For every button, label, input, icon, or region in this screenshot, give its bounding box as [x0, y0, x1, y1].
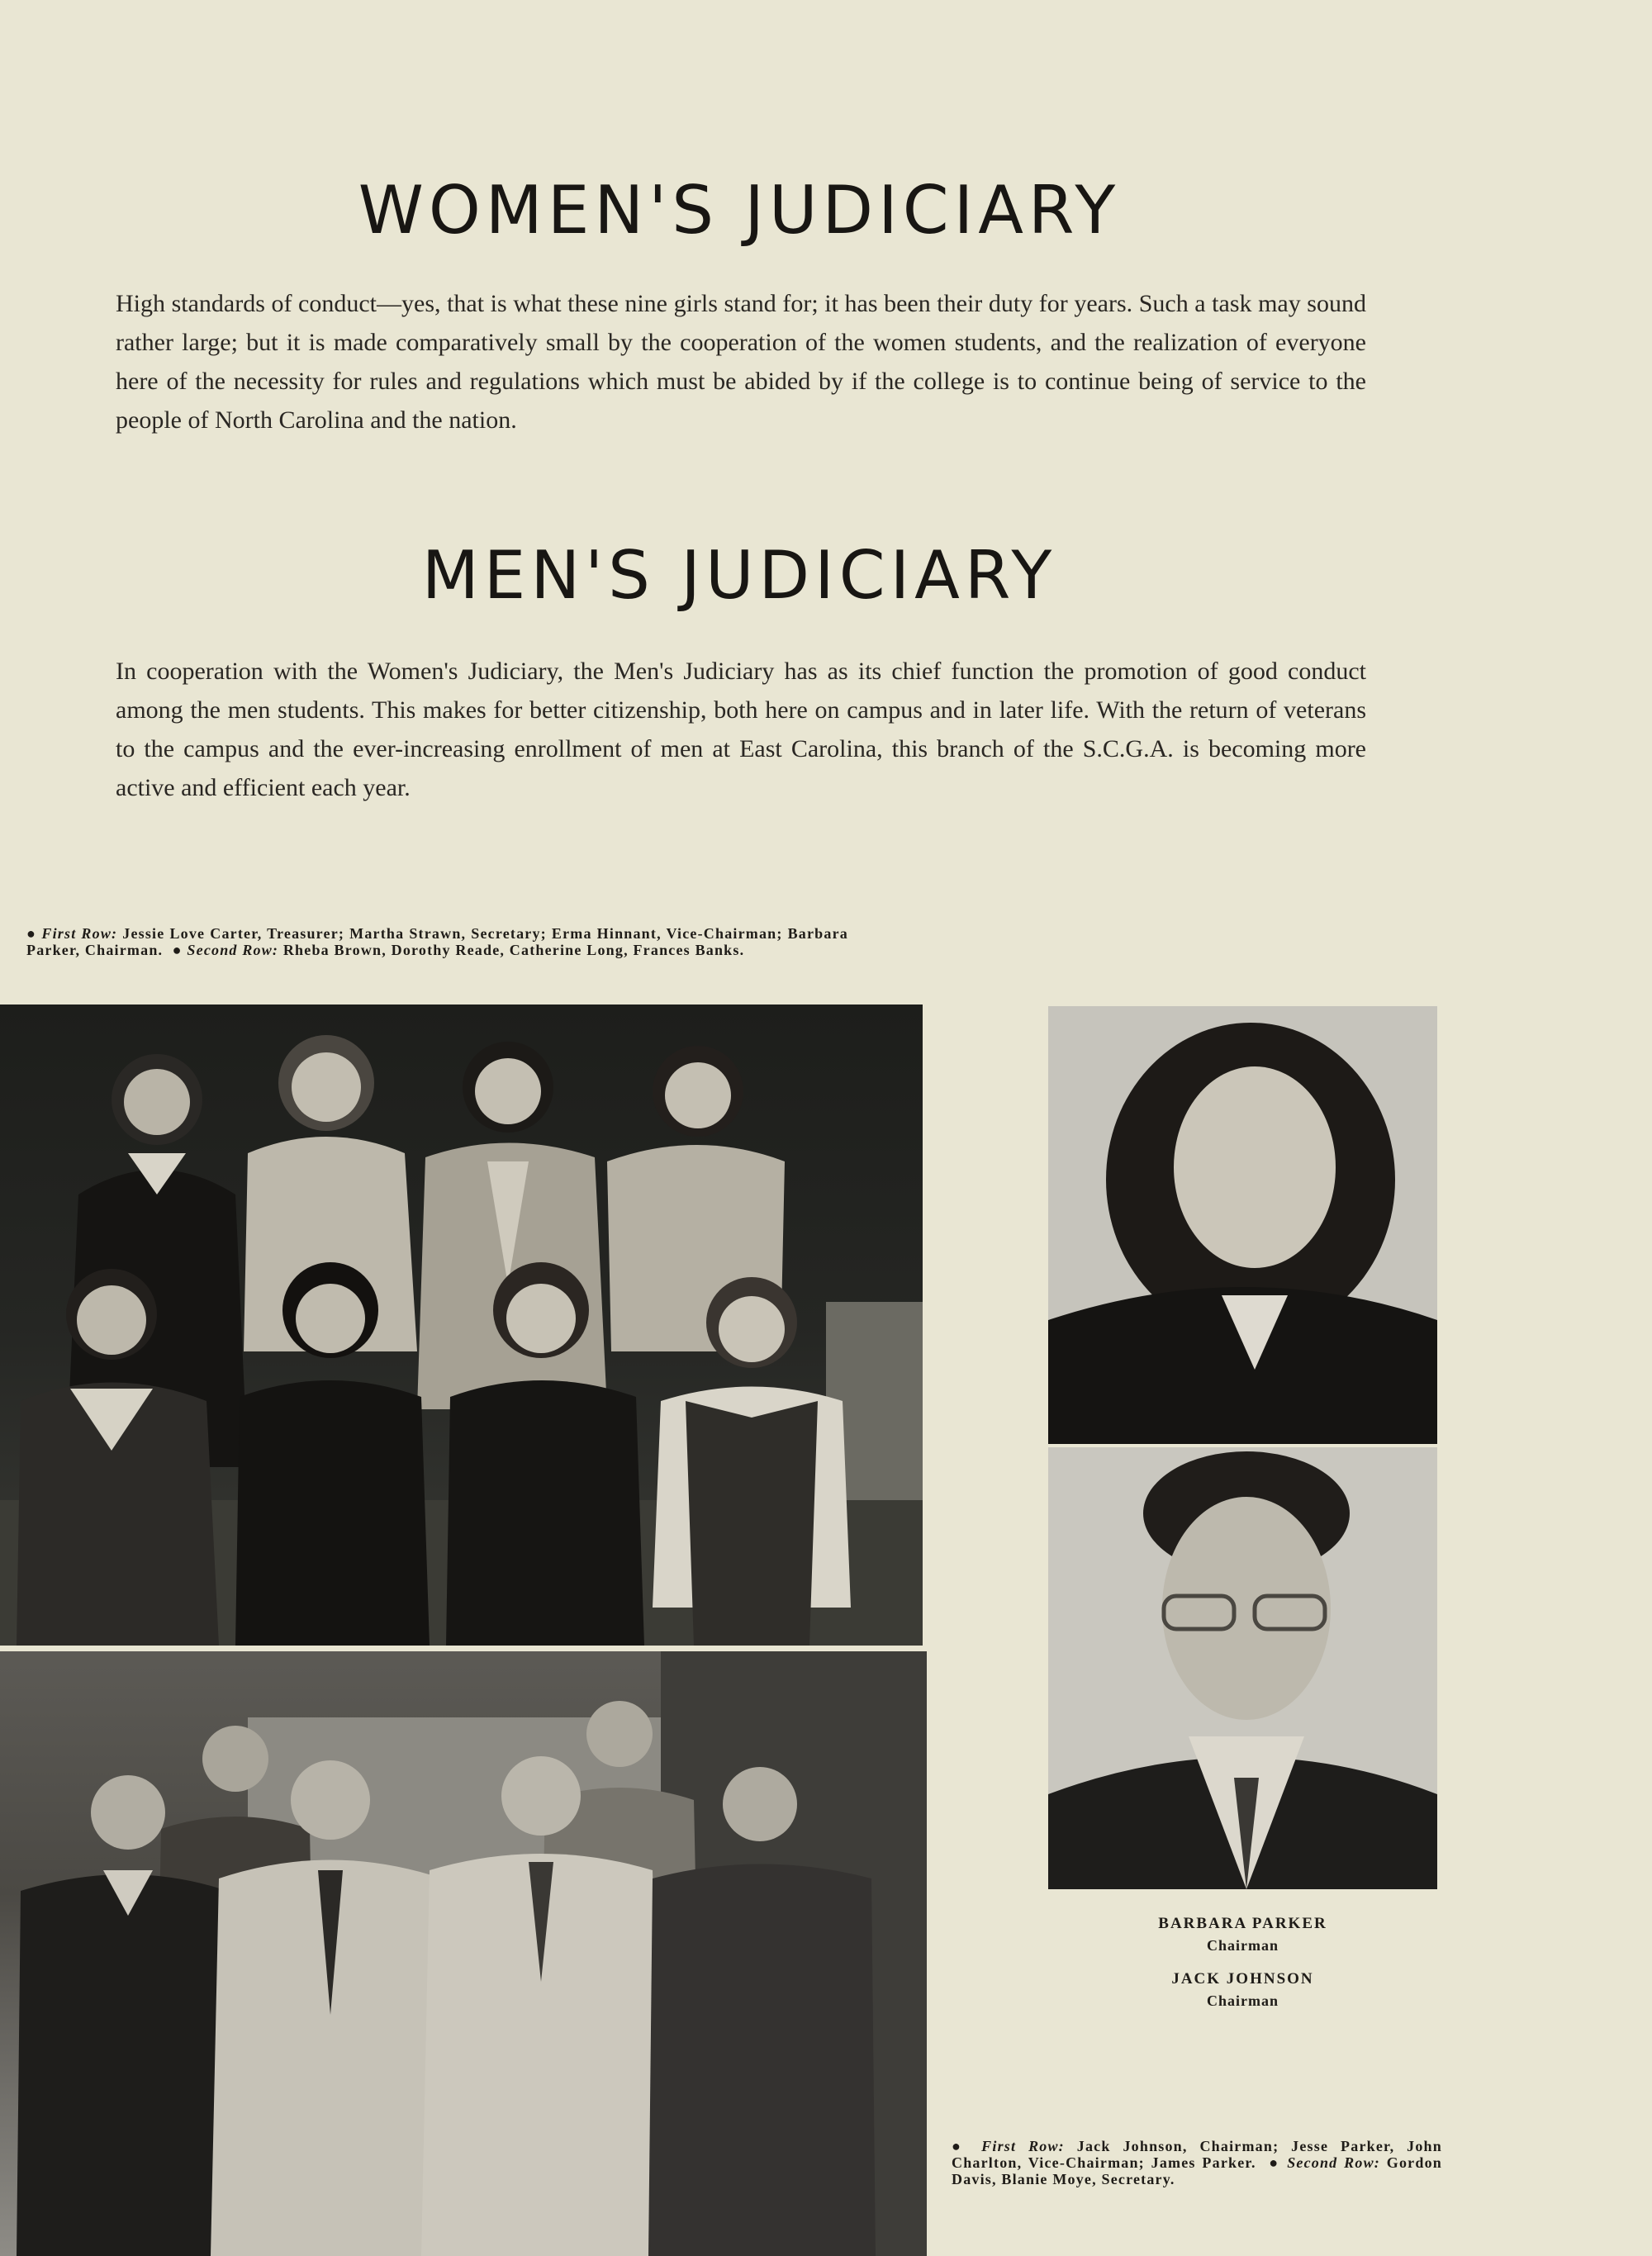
officer-name: BARBARA PARKER: [1158, 1915, 1327, 1932]
women-judiciary-title: WOMEN'S JUDICIARY: [358, 172, 1121, 249]
officer-role: Chairman: [1206, 1937, 1279, 1954]
caption-row-label: First Row:: [981, 2138, 1065, 2154]
caption-row-names: Rheba Brown, Dorothy Reade, Catherine Long, Frances Banks.: [282, 942, 745, 958]
jack-johnson-portrait: [1048, 1447, 1437, 1889]
men-judiciary-paragraph: In cooperation with the Women's Judiciary, the Men's Judiciary has as its chief function the promotion of good conduct among the men students. This makes for better citizenship, both here on campus and in later life. With the return of veterans to the campus and the ever-increasing enrollment of men at East Carolina, this branch of the S.C.G.A. is becoming more active and efficient each year.: [116, 658, 1366, 801]
officer-role: Chairman: [1206, 1992, 1279, 2009]
bullet: ●: [1262, 2154, 1288, 2171]
bullet: ●: [167, 942, 188, 958]
caption-row-label: First Row:: [41, 925, 118, 942]
caption-row-label: Second Row:: [1287, 2154, 1380, 2171]
barbara-parker-portrait: [1048, 1006, 1437, 1444]
women-judiciary-paragraph: High standards of conduct—yes, that is what these nine girls stand for; it has been their duty for years. Such a task may sound rather large; but it is made comparatively small by the cooperation of the women students, and the realization of everyone here of the necessity for rules and regulations which must be abided by if the college is to continue being of service to the people of North Carolina and the nation.: [116, 290, 1366, 434]
officer-name: JACK JOHNSON: [1171, 1970, 1314, 1988]
men-judiciary-title: MEN'S JUDICIARY: [421, 537, 1057, 614]
bullet: ●: [952, 2138, 982, 2154]
caption-row-names: Gordon Davis, Blanie Moye, Secretary.: [952, 2154, 1442, 2187]
caption-row-names: Jack Johnson, Chairman; Jesse Parker, John Charlton, Vice-Chairman; James Parker.: [952, 2138, 1442, 2171]
caption-row-names: Jessie Love Carter, Treasurer; Martha Strawn, Secretary; Erma Hinnant, Vice-Chairman; Barbara Parker, Chairman.: [26, 925, 848, 958]
bullet: ●: [26, 925, 42, 942]
women-group-caption: [26, 925, 848, 958]
caption-row-label: Second Row:: [187, 942, 279, 958]
women-judiciary-group-photo: [0, 1005, 923, 1646]
men-judiciary-group-photo: [0, 1651, 927, 2256]
men-group-caption: [952, 2138, 1442, 2187]
